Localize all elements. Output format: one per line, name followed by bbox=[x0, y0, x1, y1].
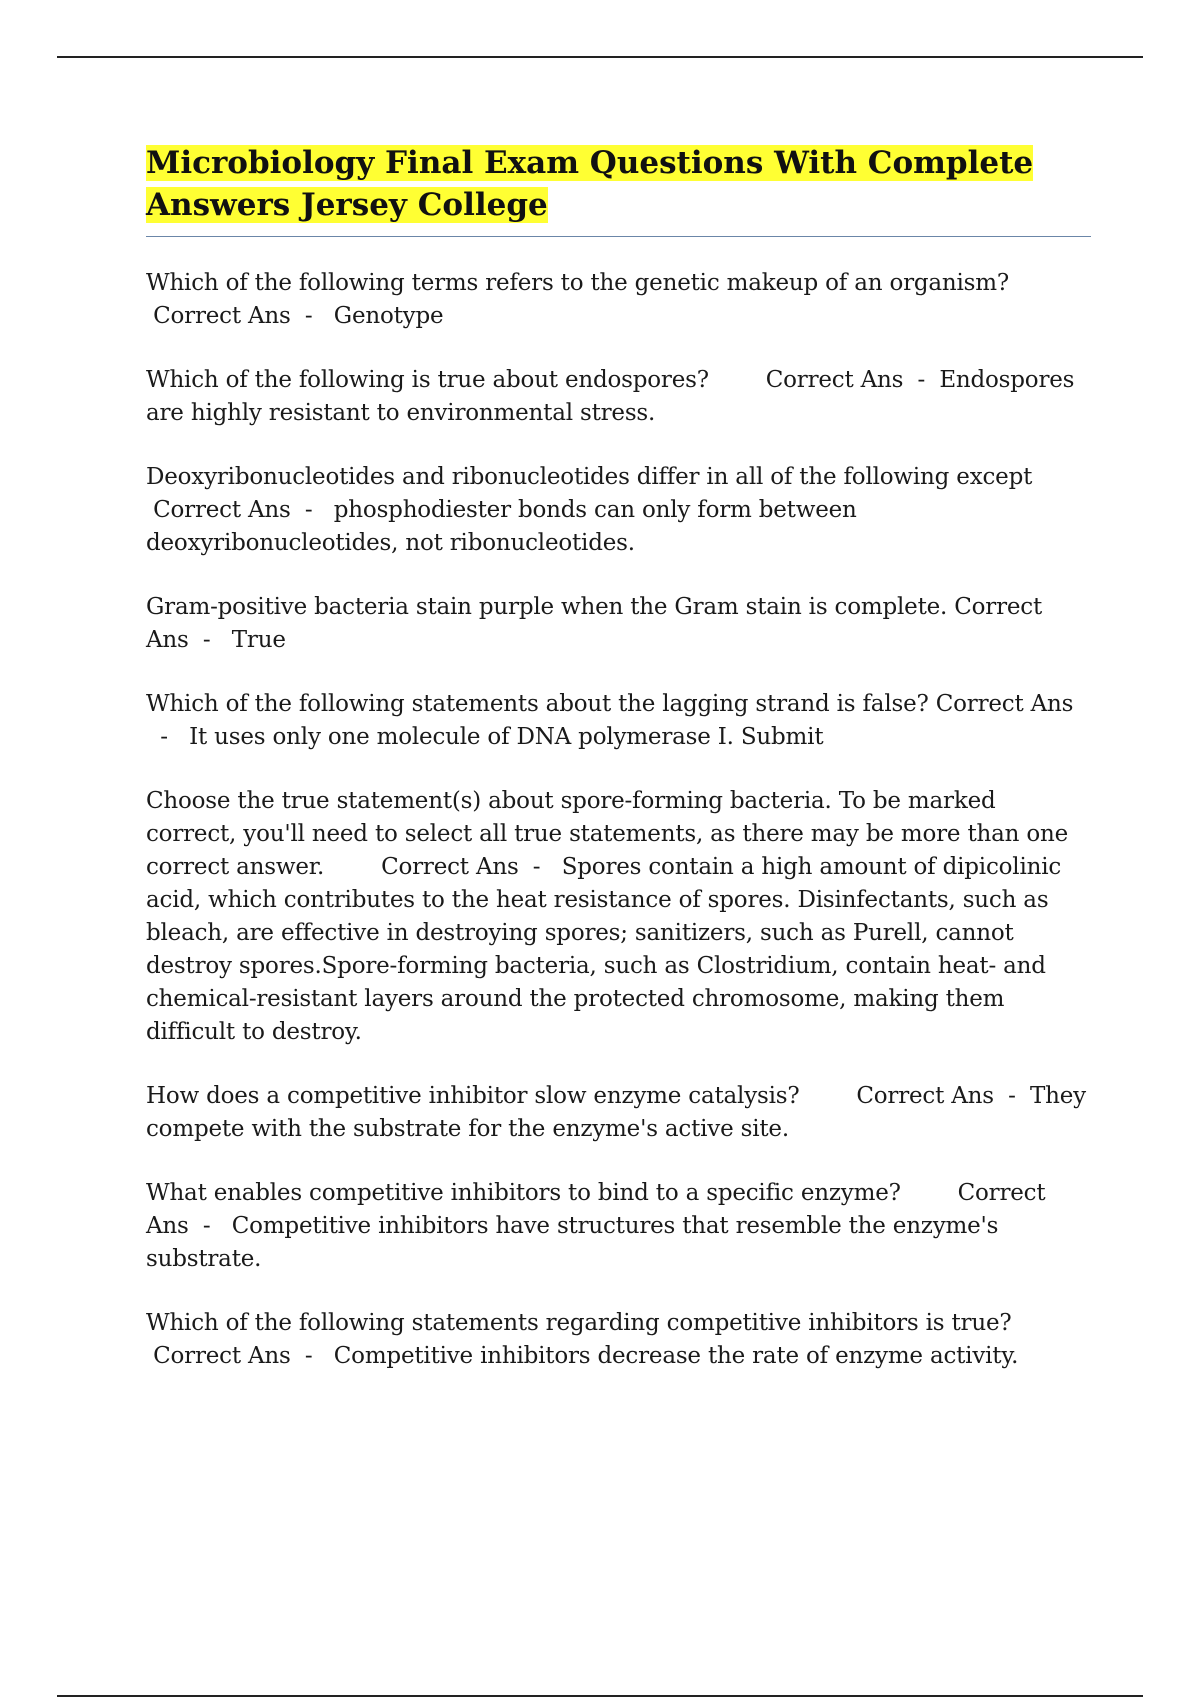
qa-item-5: Which of the following statements about the lagging strand is false? Correct Ans - It uses only one molecule of DNA polymerase I. Submit bbox=[146, 691, 1074, 750]
answer-label: Correct Ans bbox=[765, 367, 904, 393]
question-text: Which of the following terms refers to the genetic makeup of an organism? bbox=[146, 270, 1010, 296]
qa-item-9: Which of the following statements regarding competitive inhibitors is true? Correct Ans - Competitive inhibitors decrease the rate of enzyme activity. bbox=[146, 1310, 1019, 1369]
question-text: Which of the following statements regarding competitive inhibitors is true? bbox=[146, 1310, 1012, 1336]
question-text: Gram-positive bacteria stain purple when the Gram stain is complete. bbox=[146, 594, 948, 620]
qa-item-7: How does a competitive inhibitor slow enzyme catalysis? Correct Ans - They compete with the substrate for the enzyme's active site. bbox=[146, 1083, 1086, 1142]
qa-item-8: What enables competitive inhibitors to bind to a specific enzyme? Correct Ans - Competitive inhibitors have structures that resemble the enzyme's substrate. bbox=[146, 1180, 1046, 1272]
answer-text: Genotype bbox=[333, 303, 444, 329]
question-text: Which of the following is true about endospores? bbox=[146, 367, 709, 393]
qa-item-2: Which of the following is true about endospores? Correct Ans - Endospores are highly resistant to environmental stress. bbox=[146, 367, 1075, 426]
answer-label: Correct Ans bbox=[153, 303, 291, 329]
question-text: How does a competitive inhibitor slow enzyme catalysis? bbox=[146, 1083, 800, 1109]
answer-text: phosphodiester bonds can only form between deoxyribonucleotides, not ribonucleotides. bbox=[146, 497, 857, 556]
answer-label: Correct Ans bbox=[153, 1343, 291, 1369]
qa-item-1: Which of the following terms refers to the genetic makeup of an organism? Correct Ans - Genotype bbox=[146, 270, 1010, 329]
document-title bbox=[146, 142, 1091, 226]
qa-item-3: Deoxyribonucleotides and ribonucleotides differ in all of the following except Correct Ans - phosphodiester bonds can only form between deoxyribonucleotides, not ribonucleotides. bbox=[146, 464, 1033, 556]
answer-text: Competitive inhibitors decrease the rate of enzyme activity. bbox=[333, 1343, 1019, 1369]
document-title-text: Microbiology Final Exam Questions With Complete Answers Jersey College bbox=[146, 145, 1034, 223]
question-text: Which of the following statements about the lagging strand is false? bbox=[146, 691, 929, 717]
question-text: Deoxyribonucleotides and ribonucleotides differ in all of the following except bbox=[146, 464, 1033, 490]
answer-label: Correct Ans bbox=[153, 497, 291, 523]
question-text: Choose the true statement(s) about spore-forming bacteria. To be marked correct, you'll need to select all true statements, as there may be more than one correct answer. bbox=[146, 788, 1069, 880]
answer-label: Correct Ans bbox=[856, 1083, 994, 1109]
footer-rule bbox=[57, 1695, 1143, 1697]
qa-item-4: Gram-positive bacteria stain purple when the Gram stain is complete. Correct Ans - True bbox=[146, 594, 1043, 653]
answer-text: It uses only one molecule of DNA polymerase I. Submit bbox=[189, 724, 824, 750]
document-body bbox=[146, 142, 1091, 1404]
answer-label: Correct Ans bbox=[146, 1180, 1046, 1239]
answer-text: Competitive inhibitors have structures that resemble the enzyme's substrate. bbox=[146, 1213, 999, 1272]
answer-label: Correct Ans bbox=[146, 594, 1043, 653]
answer-text: They compete with the substrate for the enzyme's active site. bbox=[146, 1083, 1086, 1142]
answer-label: Correct Ans bbox=[935, 691, 1074, 717]
question-text: What enables competitive inhibitors to bind to a specific enzyme? bbox=[146, 1180, 901, 1206]
answer-text: Spores contain a high amount of dipicolinic acid, which contributes to the heat resistance of spores. Disinfectants, such as bleach, are effective in destroying spores; sanitizers, such as Purell, cannot destroy spores.Spore-forming bacteria, such as Clostridium, contain heat- and chemical-resistant layers around the protected chromosome, making them difficult to destroy. bbox=[146, 854, 1062, 1045]
title-underline bbox=[146, 236, 1091, 237]
qa-item-6: Choose the true statement(s) about spore-forming bacteria. To be marked correct, you'll need to select all true statements, as there may be more than one correct answer. Correct Ans - Spores contain a high amount of dipicolinic acid, which contributes to the heat resistance of spores. Disinfectants, such as bleach, are effective in destroying spores; sanitizers, such as Purell, cannot destroy spores.Spore-forming bacteria, such as Clostridium, contain heat- and chemical-resistant layers around the protected chromosome, making them difficult to destroy. bbox=[146, 788, 1069, 1045]
qa-list bbox=[146, 267, 1091, 1373]
answer-text: Endospores are highly resistant to environmental stress. bbox=[146, 367, 1075, 426]
answer-text: True bbox=[231, 627, 286, 653]
answer-label: Correct Ans bbox=[381, 854, 519, 880]
header-rule bbox=[57, 56, 1143, 58]
